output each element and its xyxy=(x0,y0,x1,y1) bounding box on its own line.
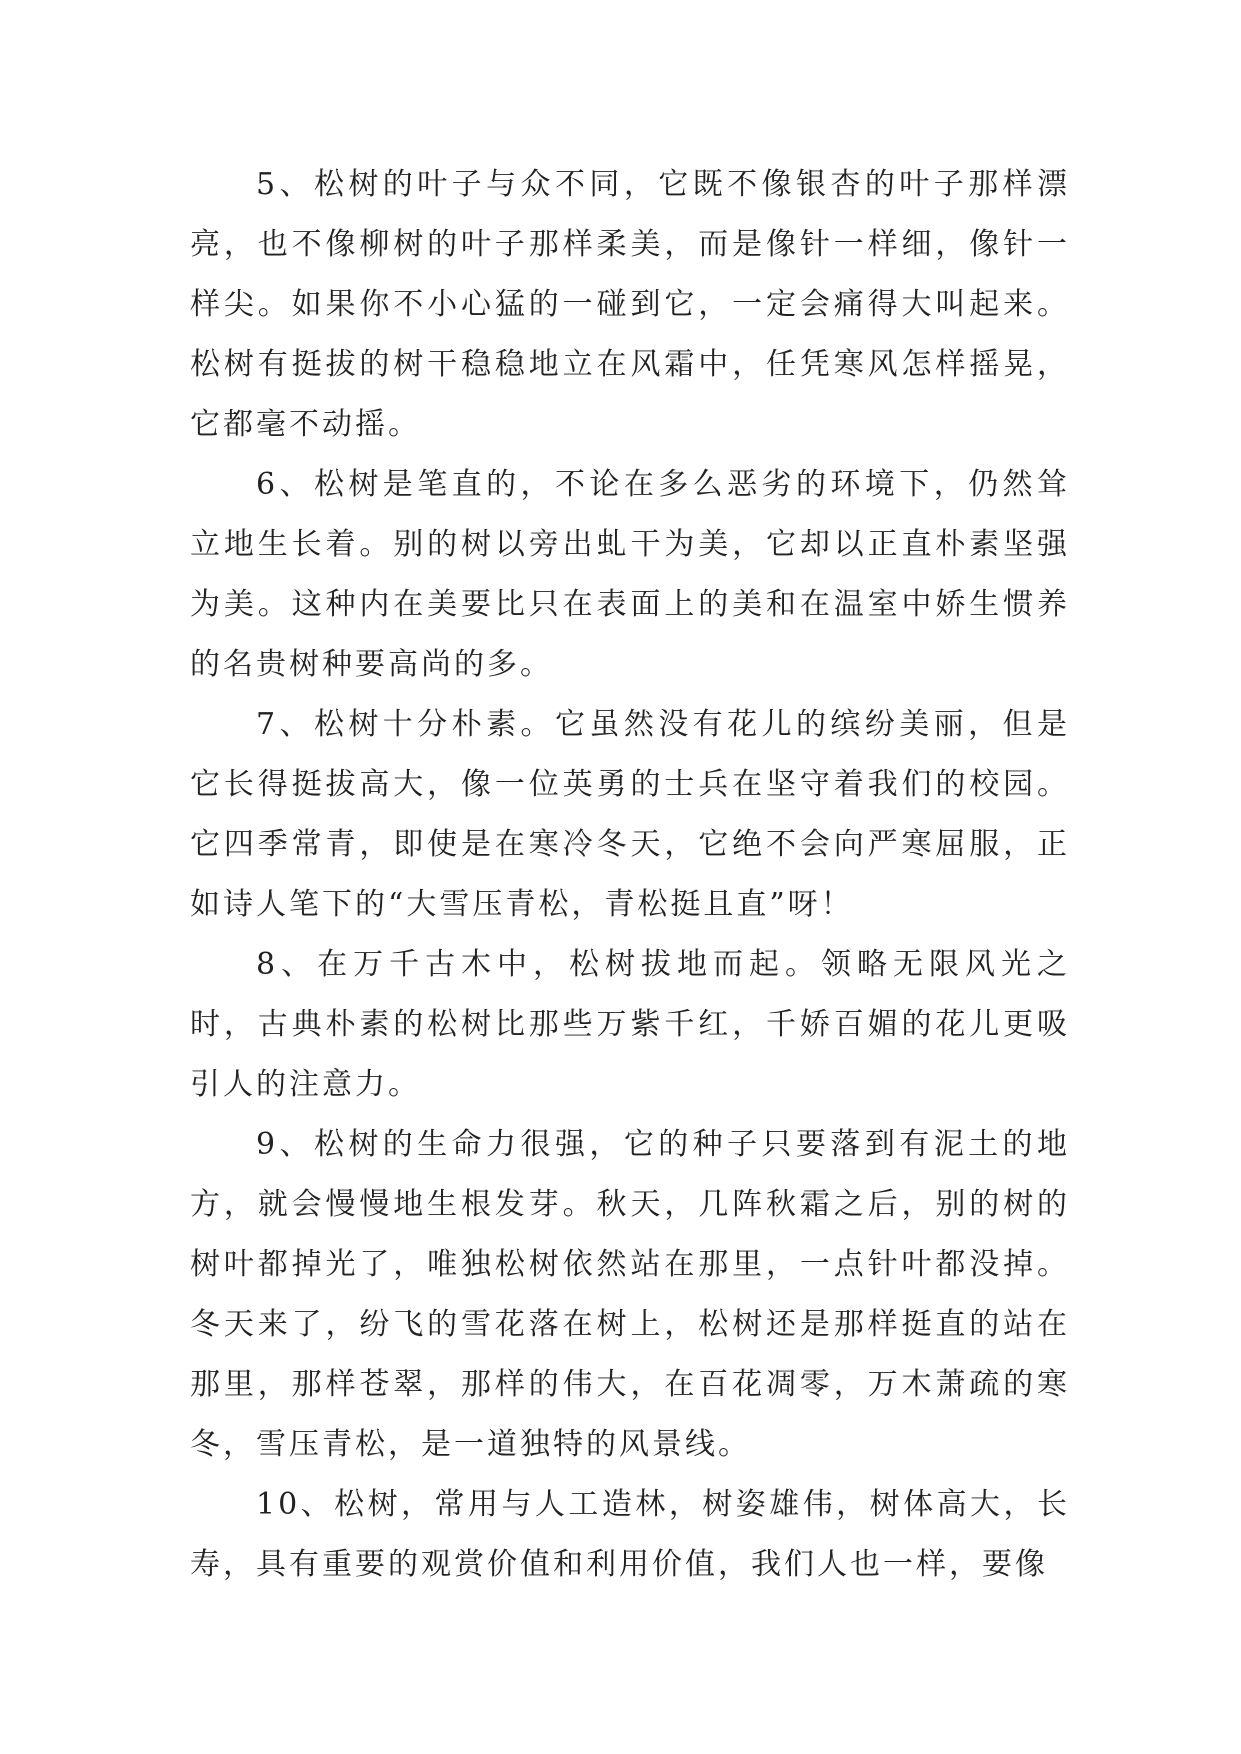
paragraph-8: 8、在万千古木中，松树拔地而起。领略无限风光之时，古典朴素的松树比那些万紫千红，千娇百媚的花儿更吸引人的注意力。 xyxy=(190,947,1070,1102)
paragraph-10: 10、松树，常用与人工造林，树姿雄伟，树体高大，长寿，具有重要的观赏价值和利用价值，我们人也一样，要像 xyxy=(190,1487,1070,1582)
paragraph-7: 7、松树十分朴素。它虽然没有花儿的缤纷美丽，但是它长得挺拔高大，像一位英勇的士兵在坚守着我们的校园。它四季常青，即使是在寒冷冬天，它绝不会向严寒屈服，正如诗人笔下的“大雪压青松，青松挺且直”呀！ xyxy=(190,707,1070,922)
paragraph-6: 6、松树是笔直的，不论在多么恶劣的环境下，仍然耸立地生长着。别的树以旁出虬干为美，它却以正直朴素坚强为美。这种内在美要比只在表面上的美和在温室中娇生惯养的名贵树种要高尚的多。 xyxy=(190,467,1070,682)
document-body xyxy=(190,155,1070,1595)
paragraph-5: 5、松树的叶子与众不同，它既不像银杏的叶子那样漂亮，也不像柳树的叶子那样柔美，而是像针一样细，像针一样尖。如果你不小心猛的一碰到它，一定会痛得大叫起来。松树有挺拔的树干稳稳地立在风霜中，任凭寒风怎样摇晃，它都毫不动摇。 xyxy=(190,167,1070,442)
paragraph-9: 9、松树的生命力很强，它的种子只要落到有泥土的地方，就会慢慢地生根发芽。秋天，几阵秋霜之后，别的树的树叶都掉光了，唯独松树依然站在那里，一点针叶都没掉。冬天来了，纷飞的雪花落在树上，松树还是那样挺直的站在那里，那样苍翠，那样的伟大，在百花凋零，万木萧疏的寒冬，雪压青松，是一道独特的风景线。 xyxy=(190,1127,1070,1462)
